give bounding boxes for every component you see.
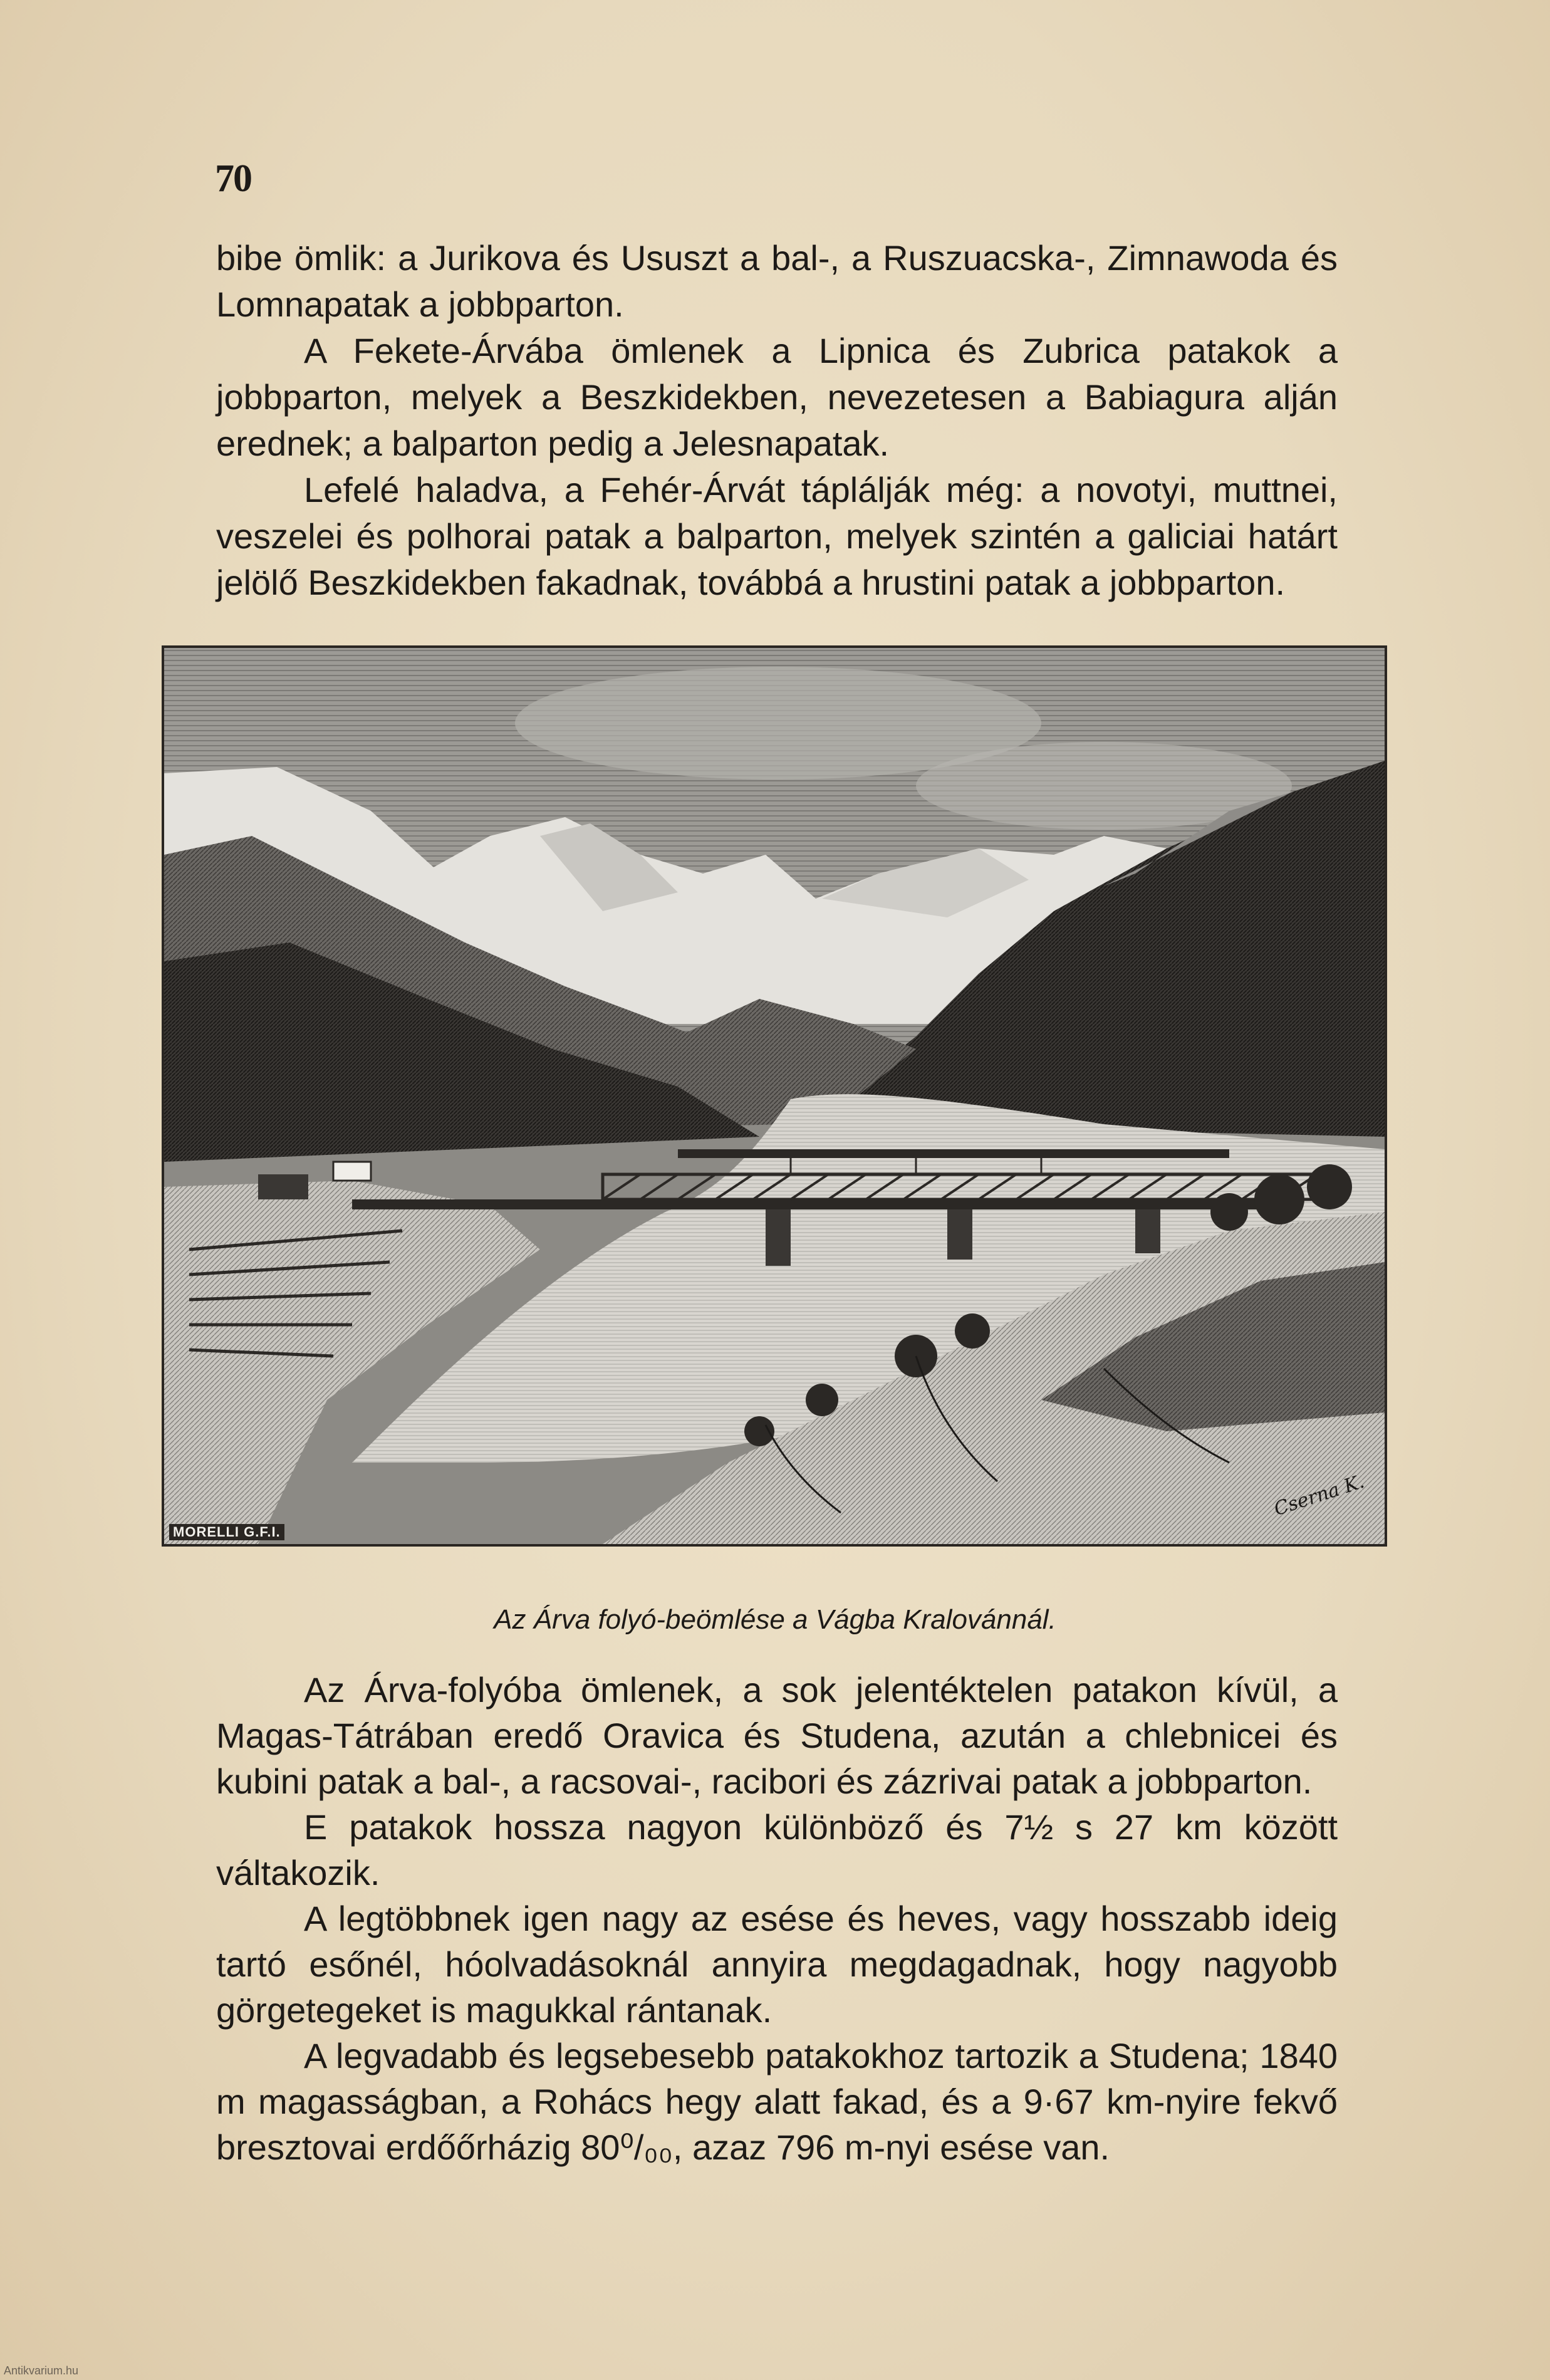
paragraph: Az Árva-folyóba ömlenek, a sok jelentéktelen patakon kívül, a Magas-Tátrában eredő Oravica és Studena, azután a chlebnicei és kubini patak a bal-, a racsovai-, racibori és zázrivai patak a jobbparton. bbox=[216, 1670, 1338, 1801]
paragraph: Lefelé haladva, a Fehér-Árvát táplálják még: a novotyi, muttnei, veszelei és polhorai patak a balparton, melyek szintén a galiciai határt jelölő Beszkidekben fakadnak, továbbá a hrustini patak a jobbparton. bbox=[216, 470, 1338, 602]
paragraph: A Fekete-Árvába ömlenek a Lipnica és Zubrica patakok a jobbparton, melyek a Beszkidekben, nevezetesen a Babiagura alján erednek; a balparton pedig a Jelesnapatak. bbox=[216, 331, 1338, 463]
paragraph: A legtöbbnek igen nagy az esése és heves, vagy hosszabb ideig tartó esőnél, hóolvadásoknál annyira megdagadnak, hogy nagyobb görgetegeket is magukkal rántanak. bbox=[216, 1899, 1338, 2030]
paragraph: E patakok hossza nagyon különböző és 7½ s 27 km között váltakozik. bbox=[216, 1807, 1338, 1892]
paragraph: bibe ömlik: a Jurikova és Ususzt a bal-, a Ruszuacska-, Zimnawoda és Lomnapatak a jobbparton. bbox=[216, 238, 1338, 324]
watermark: Antikvarium.hu bbox=[4, 2364, 79, 2377]
bottom-text-block bbox=[216, 1667, 1338, 2170]
page-number: 70 bbox=[215, 157, 251, 200]
top-text-block bbox=[216, 235, 1338, 606]
paragraph: A legvadabb és legsebesebb patakokhoz tartozik a Studena; 1840 m magasságban, a Rohács hegy alatt fakad, és a 9·67 km-nyire fekvő bresztovai erdőőrházig 80⁰/₀₀, azaz 796 m-nyi esése van. bbox=[216, 2036, 1338, 2167]
landscape-engraving bbox=[164, 648, 1385, 1544]
artist-signature: Cserna K. bbox=[1271, 1470, 1367, 1521]
figure-caption: Az Árva folyó-beömlése a Vágba Kralovánnál. bbox=[494, 1604, 1056, 1635]
engraver-credit: MORELLI G.F.I. bbox=[169, 1524, 284, 1540]
engraving-illustration bbox=[162, 645, 1387, 1547]
